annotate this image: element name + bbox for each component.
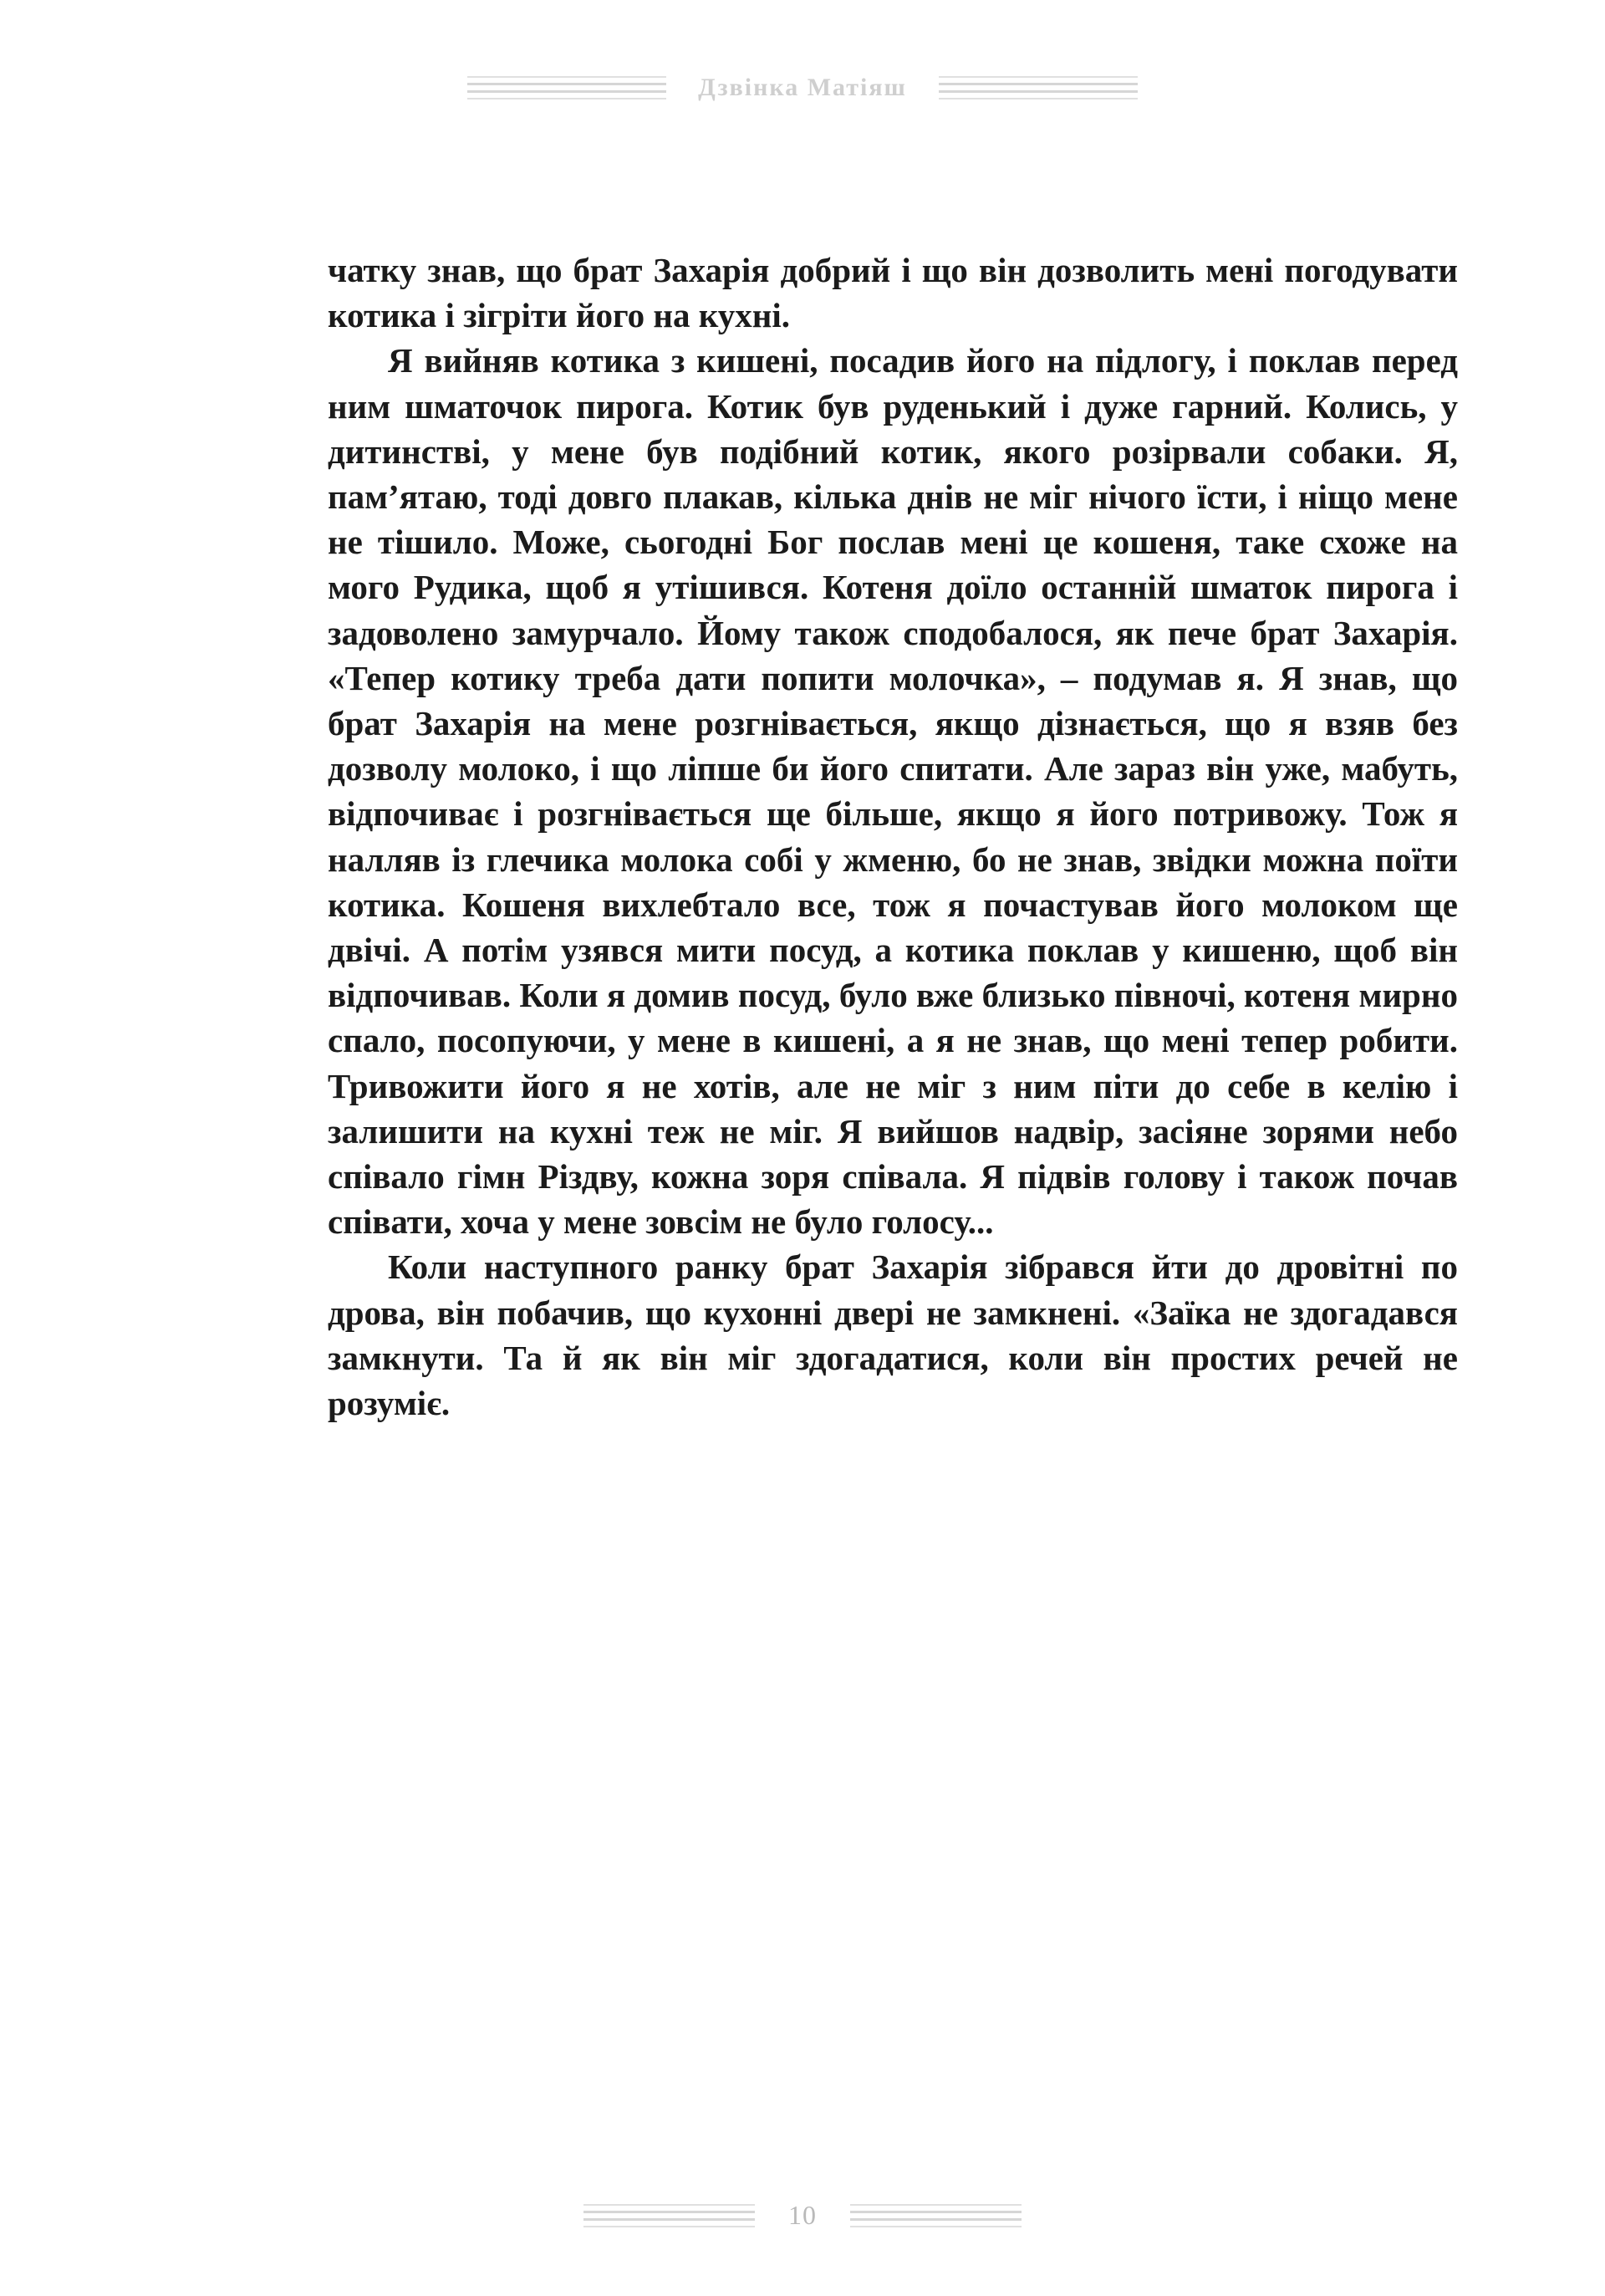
- page-number: 10: [788, 2200, 817, 2230]
- running-head: [0, 74, 1605, 102]
- paragraph: Коли наступного ранку брат Захарія зібрався йти до дровітні по дрова, він побачив, що кухонні двері не замкнені. «Заїка не здогадався замкнути. Та й як він міг здогадатися, коли він простих речей не розуміє.: [328, 1247, 1458, 1423]
- footer-left-ornament-icon: [583, 2204, 755, 2227]
- running-head-author: Дзвінка Матіяш: [698, 74, 907, 101]
- body-text-column: [328, 247, 1458, 1426]
- header-right-ornament-icon: [939, 76, 1138, 99]
- header-left-ornament-icon: [467, 76, 666, 99]
- paragraph-continuation: чатку знав, що брат Захарія добрий і що він дозволить мені погодувати котика і зігріти його на кухні.: [328, 251, 1458, 335]
- footer-right-ornament-icon: [850, 2204, 1022, 2227]
- paragraph: Я вийняв котика з кишені, посадив його на підлогу, і поклав перед ним шматочок пирога. Котик був руденький і дуже гарний. Колись, у дитинстві, у мене був подібний котик, якого розірвали собаки. Я, пам’ятаю, тоді довго плакав, кілька днів не міг нічого їсти, і ніщо мене не тішило. Може, сьогодні Бог послав мені це кошеня, таке схоже на мого Рудика, щоб я утішився. Котеня доїло останній шматок пирога і задоволено замурчало. Йому також сподобалося, як пече брат Захарія. «Тепер котику треба дати попити молочка», – подумав я. Я знав, що брат Захарія на мене розгнівається, якщо дізнається, що я взяв без дозволу молоко, і що ліпше би його спитати. Але зараз він уже, мабуть, відпочиває і розгнівається ще більше, якщо я його потривожу. Тож я налляв із глечика молока собі у жменю, бо не знав, звідки можна поїти котика. Кошеня вихлебтало все, тож я почастував його молоком ще двічі. А потім узявся мити посуд, а котика поклав у кишеню, щоб він відпочивав. Коли я домив посуд, було вже близько півночі, котеня мирно спало, посопуючи, у мене в кишені, а я не знав, що мені тепер робити. Тривожити його я не хотів, але не міг з ним піти до себе в келію і залишити на кухні теж не міг. Я вийшов надвір, засіяне зорями небо співало гімн Різдву, кожна зоря співала. Я підвів голову і також почав співати, хоча у мене зовсім не було голосу...: [328, 341, 1458, 1242]
- page-footer: [0, 2200, 1605, 2231]
